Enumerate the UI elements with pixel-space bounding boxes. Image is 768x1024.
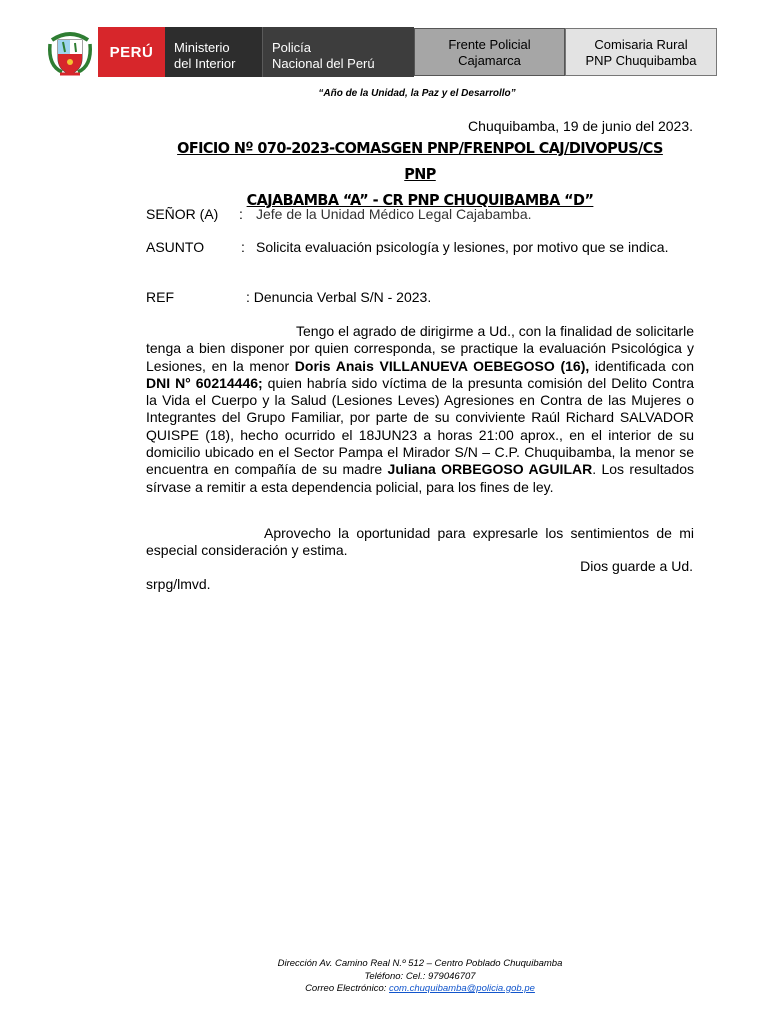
peru-label: PERÚ	[98, 27, 165, 77]
subject-value: Solicita evaluación psicología y lesiones, por motivo que se indica.	[256, 239, 669, 255]
subject-label: ASUNTO	[146, 239, 205, 255]
footer-address: Dirección Av. Camino Real N.º 512 – Centro Poblado Chuquibamba	[277, 958, 563, 969]
subject-colon: :	[241, 239, 245, 255]
victim-dni: DNI N° 60214446;	[146, 374, 263, 391]
police-label: Policía Nacional del Perú	[262, 27, 414, 77]
email-link[interactable]: com.chuquibamba@policia.gob.pe	[389, 983, 535, 994]
reference-label: REF	[146, 289, 174, 305]
footer	[0, 958, 768, 996]
letter-date: Chuquibamba, 19 de junio del 2023.	[468, 118, 693, 134]
ministry-label: Ministerio del Interior	[165, 27, 262, 77]
farewell: Dios guarde a Ud.	[580, 558, 693, 574]
coat-of-arms-icon	[46, 26, 94, 78]
government-banner	[98, 27, 414, 77]
document-title: OFICIO Nº 070-2023-COMASGEN PNP/FRENPOL CAJ/DIVOPUS/CS PNP CAJABAMBA “A” - CR PNP CHUQUIBAMBA “D”	[177, 139, 663, 209]
footer-phone: Teléfono: Cel.: 979046707	[364, 970, 476, 982]
motto: “Año de la Unidad, la Paz y el Desarrollo”	[318, 88, 516, 99]
reference-value: : Denuncia Verbal S/N - 2023.	[246, 289, 432, 305]
mother-name: Juliana ORBEGOSO AGUILAR	[387, 461, 593, 478]
body-paragraph: Tengo el agrado de dirigirme a Ud., con la finalidad de solicitarle tenga a bien disponer por quien corresponda, se practique la evaluación Psicológica y Lesiones, en la menor Doris Anais VILLANUEVA OEBEGOSO (16), identificada con DNI N° 60214446; quien habría sido víctima de la presunta comisión del Delito Contra la Vida el Cuerpo y la Salud (Lesiones Leves) Agresiones en Contra de las Mujeres o Integrantes del Grupo Familiar, por parte de su conviviente Raúl Richard SALVADOR QUISPE (18), hecho ocurrido el 18JUN23 a horas 21:00 aprox., en el interior de su domicilio ubicado en el Sector Pampa el Mirador S/N – C.P. Chuquibamba, la menor se encuentra en compañía de su madre Juliana ORBEGOSO AGUILAR. Los resultados sírvase a remitir a esta dependencia policial, para los fines de ley.	[146, 323, 695, 495]
frente-policial-box: Frente Policial Cajamarca	[414, 28, 565, 76]
victim-name: Doris Anais VILLANUEVA OEBEGOSO (16),	[294, 357, 590, 374]
recipient-value: Jefe de la Unidad Médico Legal Cajabamba.	[256, 206, 532, 222]
recipient-label: SEÑOR (A)	[146, 206, 219, 222]
initials: srpg/lmvd.	[146, 576, 211, 592]
recipient-colon: :	[239, 206, 243, 222]
comisaria-box: Comisaria Rural PNP Chuquibamba	[565, 28, 717, 76]
closing-paragraph: Aprovecho la oportunidad para expresarle los sentimientos de mi especial consideración y estima.	[146, 525, 694, 559]
footer-email-line: Correo Electrónico: com.chuquibamba@policia.gob.pe	[305, 983, 535, 994]
